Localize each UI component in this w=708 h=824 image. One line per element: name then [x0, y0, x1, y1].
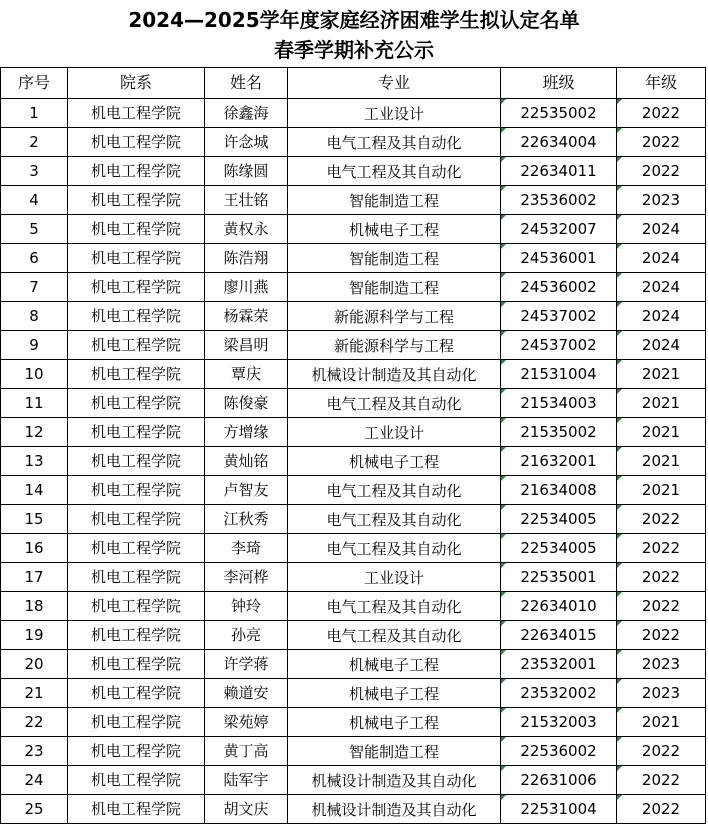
department-cell: 机电工程学院: [68, 476, 205, 505]
student-name-cell: 钟玲: [205, 592, 288, 621]
row-index-cell: 4: [1, 186, 68, 215]
grade-cell: 2021: [617, 418, 706, 447]
major-cell: 电气工程及其自动化: [288, 157, 501, 186]
student-name-cell: 李河桦: [205, 563, 288, 592]
grade-cell: 2024: [617, 273, 706, 302]
major-cell: 工业设计: [288, 99, 501, 128]
table-header-row: [1, 68, 706, 99]
major-cell: 电气工程及其自动化: [288, 128, 501, 157]
table-row: [1, 273, 706, 302]
table-row: [1, 157, 706, 186]
student-name-cell: 黄灿铭: [205, 447, 288, 476]
row-index-cell: 13: [1, 447, 68, 476]
grade-cell: 2024: [617, 244, 706, 273]
grade-cell: 2022: [617, 563, 706, 592]
student-name-cell: 杨霖荣: [205, 302, 288, 331]
student-name-cell: 方增缘: [205, 418, 288, 447]
major-cell: 新能源科学与工程: [288, 302, 501, 331]
student-name-cell: 陆军宇: [205, 766, 288, 795]
department-cell: 机电工程学院: [68, 418, 205, 447]
header-grade: 年级: [617, 68, 706, 99]
student-name-cell: 许学蒋: [205, 650, 288, 679]
header-class: 班级: [501, 68, 617, 99]
row-index-cell: 9: [1, 331, 68, 360]
major-cell: 机械电子工程: [288, 679, 501, 708]
class-number-cell: 22631006: [501, 766, 617, 795]
row-index-cell: 25: [1, 795, 68, 824]
table-row: [1, 621, 706, 650]
major-cell: 机械设计制造及其自动化: [288, 795, 501, 824]
class-number-cell: 22634004: [501, 128, 617, 157]
class-number-cell: 22534005: [501, 505, 617, 534]
document-subtitle: 春季学期补充公示: [274, 38, 434, 62]
grade-cell: 2022: [617, 795, 706, 824]
student-name-cell: 许念城: [205, 128, 288, 157]
grade-cell: 2022: [617, 99, 706, 128]
department-cell: 机电工程学院: [68, 360, 205, 389]
class-number-cell: 22634015: [501, 621, 617, 650]
class-number-cell: 21534003: [501, 389, 617, 418]
row-index-cell: 7: [1, 273, 68, 302]
header-index: 序号: [1, 68, 68, 99]
major-cell: 智能制造工程: [288, 186, 501, 215]
table-row: [1, 302, 706, 331]
major-cell: 电气工程及其自动化: [288, 534, 501, 563]
grade-cell: 2021: [617, 360, 706, 389]
major-cell: 电气工程及其自动化: [288, 389, 501, 418]
document-title: 2024—2025学年度家庭经济困难学生拟认定名单: [128, 8, 580, 32]
department-cell: 机电工程学院: [68, 708, 205, 737]
class-number-cell: 22536002: [501, 737, 617, 766]
row-index-cell: 21: [1, 679, 68, 708]
row-index-cell: 17: [1, 563, 68, 592]
row-index-cell: 12: [1, 418, 68, 447]
department-cell: 机电工程学院: [68, 795, 205, 824]
grade-cell: 2022: [617, 505, 706, 534]
student-name-cell: 覃庆: [205, 360, 288, 389]
header-department: 院系: [68, 68, 205, 99]
grade-cell: 2022: [617, 128, 706, 157]
table-row: [1, 505, 706, 534]
department-cell: 机电工程学院: [68, 331, 205, 360]
table-row: [1, 99, 706, 128]
header-major: 专业: [288, 68, 501, 99]
student-name-cell: 陈俊豪: [205, 389, 288, 418]
department-cell: 机电工程学院: [68, 621, 205, 650]
major-cell: 电气工程及其自动化: [288, 621, 501, 650]
department-cell: 机电工程学院: [68, 592, 205, 621]
class-number-cell: 23532002: [501, 679, 617, 708]
class-number-cell: 22535002: [501, 99, 617, 128]
table-row: [1, 360, 706, 389]
class-number-cell: 22634010: [501, 592, 617, 621]
table-row: [1, 244, 706, 273]
class-number-cell: 24536001: [501, 244, 617, 273]
table-row: [1, 592, 706, 621]
major-cell: 新能源科学与工程: [288, 331, 501, 360]
student-name-cell: 卢智友: [205, 476, 288, 505]
row-index-cell: 15: [1, 505, 68, 534]
student-name-cell: 黄权永: [205, 215, 288, 244]
row-index-cell: 19: [1, 621, 68, 650]
student-name-cell: 陈缘圆: [205, 157, 288, 186]
grade-cell: 2021: [617, 447, 706, 476]
grade-cell: 2021: [617, 476, 706, 505]
department-cell: 机电工程学院: [68, 128, 205, 157]
department-cell: 机电工程学院: [68, 650, 205, 679]
row-index-cell: 16: [1, 534, 68, 563]
department-cell: 机电工程学院: [68, 215, 205, 244]
grade-cell: 2022: [617, 157, 706, 186]
student-name-cell: 廖川燕: [205, 273, 288, 302]
row-index-cell: 14: [1, 476, 68, 505]
department-cell: 机电工程学院: [68, 244, 205, 273]
major-cell: 智能制造工程: [288, 244, 501, 273]
student-name-cell: 江秋秀: [205, 505, 288, 534]
department-cell: 机电工程学院: [68, 99, 205, 128]
grade-cell: 2022: [617, 737, 706, 766]
table-row: [1, 563, 706, 592]
table-row: [1, 795, 706, 824]
class-number-cell: 24532007: [501, 215, 617, 244]
major-cell: 工业设计: [288, 563, 501, 592]
major-cell: 机械电子工程: [288, 708, 501, 737]
class-number-cell: 21535002: [501, 418, 617, 447]
student-name-cell: 黄丁高: [205, 737, 288, 766]
class-number-cell: 22535001: [501, 563, 617, 592]
row-index-cell: 5: [1, 215, 68, 244]
major-cell: 机械电子工程: [288, 447, 501, 476]
grade-cell: 2021: [617, 389, 706, 418]
class-number-cell: 24537002: [501, 331, 617, 360]
department-cell: 机电工程学院: [68, 766, 205, 795]
department-cell: 机电工程学院: [68, 534, 205, 563]
class-number-cell: 22534005: [501, 534, 617, 563]
row-index-cell: 8: [1, 302, 68, 331]
major-cell: 电气工程及其自动化: [288, 505, 501, 534]
table-row: [1, 650, 706, 679]
table-row: [1, 766, 706, 795]
table-row: [1, 128, 706, 157]
student-name-cell: 赖道安: [205, 679, 288, 708]
grade-cell: 2024: [617, 215, 706, 244]
row-index-cell: 10: [1, 360, 68, 389]
table-row: [1, 215, 706, 244]
student-name-cell: 徐鑫海: [205, 99, 288, 128]
department-cell: 机电工程学院: [68, 186, 205, 215]
student-name-cell: 陈浩翔: [205, 244, 288, 273]
major-cell: 机械电子工程: [288, 650, 501, 679]
table-row: [1, 708, 706, 737]
row-index-cell: 20: [1, 650, 68, 679]
grade-cell: 2023: [617, 679, 706, 708]
row-index-cell: 18: [1, 592, 68, 621]
department-cell: 机电工程学院: [68, 273, 205, 302]
class-number-cell: 24536002: [501, 273, 617, 302]
row-index-cell: 3: [1, 157, 68, 186]
row-index-cell: 23: [1, 737, 68, 766]
grade-cell: 2023: [617, 650, 706, 679]
row-index-cell: 1: [1, 99, 68, 128]
table-row: [1, 447, 706, 476]
grade-cell: 2022: [617, 766, 706, 795]
row-index-cell: 24: [1, 766, 68, 795]
student-name-cell: 王壮铭: [205, 186, 288, 215]
table-row: [1, 737, 706, 766]
row-index-cell: 2: [1, 128, 68, 157]
department-cell: 机电工程学院: [68, 737, 205, 766]
table-body: [1, 99, 706, 824]
department-cell: 机电工程学院: [68, 679, 205, 708]
major-cell: 电气工程及其自动化: [288, 476, 501, 505]
class-number-cell: 24537002: [501, 302, 617, 331]
major-cell: 机械设计制造及其自动化: [288, 360, 501, 389]
class-number-cell: 22531004: [501, 795, 617, 824]
class-number-cell: 21531004: [501, 360, 617, 389]
table-row: [1, 476, 706, 505]
class-number-cell: 23532001: [501, 650, 617, 679]
grade-cell: 2024: [617, 302, 706, 331]
row-index-cell: 22: [1, 708, 68, 737]
table-row: [1, 418, 706, 447]
header-name: 姓名: [205, 68, 288, 99]
class-number-cell: 21532003: [501, 708, 617, 737]
department-cell: 机电工程学院: [68, 302, 205, 331]
table-row: [1, 534, 706, 563]
major-cell: 机械设计制造及其自动化: [288, 766, 501, 795]
class-number-cell: 21634008: [501, 476, 617, 505]
grade-cell: 2023: [617, 186, 706, 215]
table-row: [1, 331, 706, 360]
major-cell: 机械电子工程: [288, 215, 501, 244]
department-cell: 机电工程学院: [68, 447, 205, 476]
department-cell: 机电工程学院: [68, 563, 205, 592]
class-number-cell: 22634011: [501, 157, 617, 186]
student-name-cell: 梁昌明: [205, 331, 288, 360]
table-row: [1, 389, 706, 418]
grade-cell: 2022: [617, 621, 706, 650]
student-list-table: [0, 67, 706, 824]
grade-cell: 2022: [617, 534, 706, 563]
grade-cell: 2024: [617, 331, 706, 360]
grade-cell: 2021: [617, 708, 706, 737]
major-cell: 工业设计: [288, 418, 501, 447]
class-number-cell: 21632001: [501, 447, 617, 476]
table-row: [1, 186, 706, 215]
department-cell: 机电工程学院: [68, 389, 205, 418]
table-row: [1, 679, 706, 708]
major-cell: 智能制造工程: [288, 273, 501, 302]
row-index-cell: 6: [1, 244, 68, 273]
department-cell: 机电工程学院: [68, 505, 205, 534]
row-index-cell: 11: [1, 389, 68, 418]
major-cell: 电气工程及其自动化: [288, 592, 501, 621]
department-cell: 机电工程学院: [68, 157, 205, 186]
student-name-cell: 梁苑婷: [205, 708, 288, 737]
major-cell: 智能制造工程: [288, 737, 501, 766]
class-number-cell: 23536002: [501, 186, 617, 215]
student-name-cell: 李琦: [205, 534, 288, 563]
student-name-cell: 孙亮: [205, 621, 288, 650]
grade-cell: 2022: [617, 592, 706, 621]
student-name-cell: 胡文庆: [205, 795, 288, 824]
